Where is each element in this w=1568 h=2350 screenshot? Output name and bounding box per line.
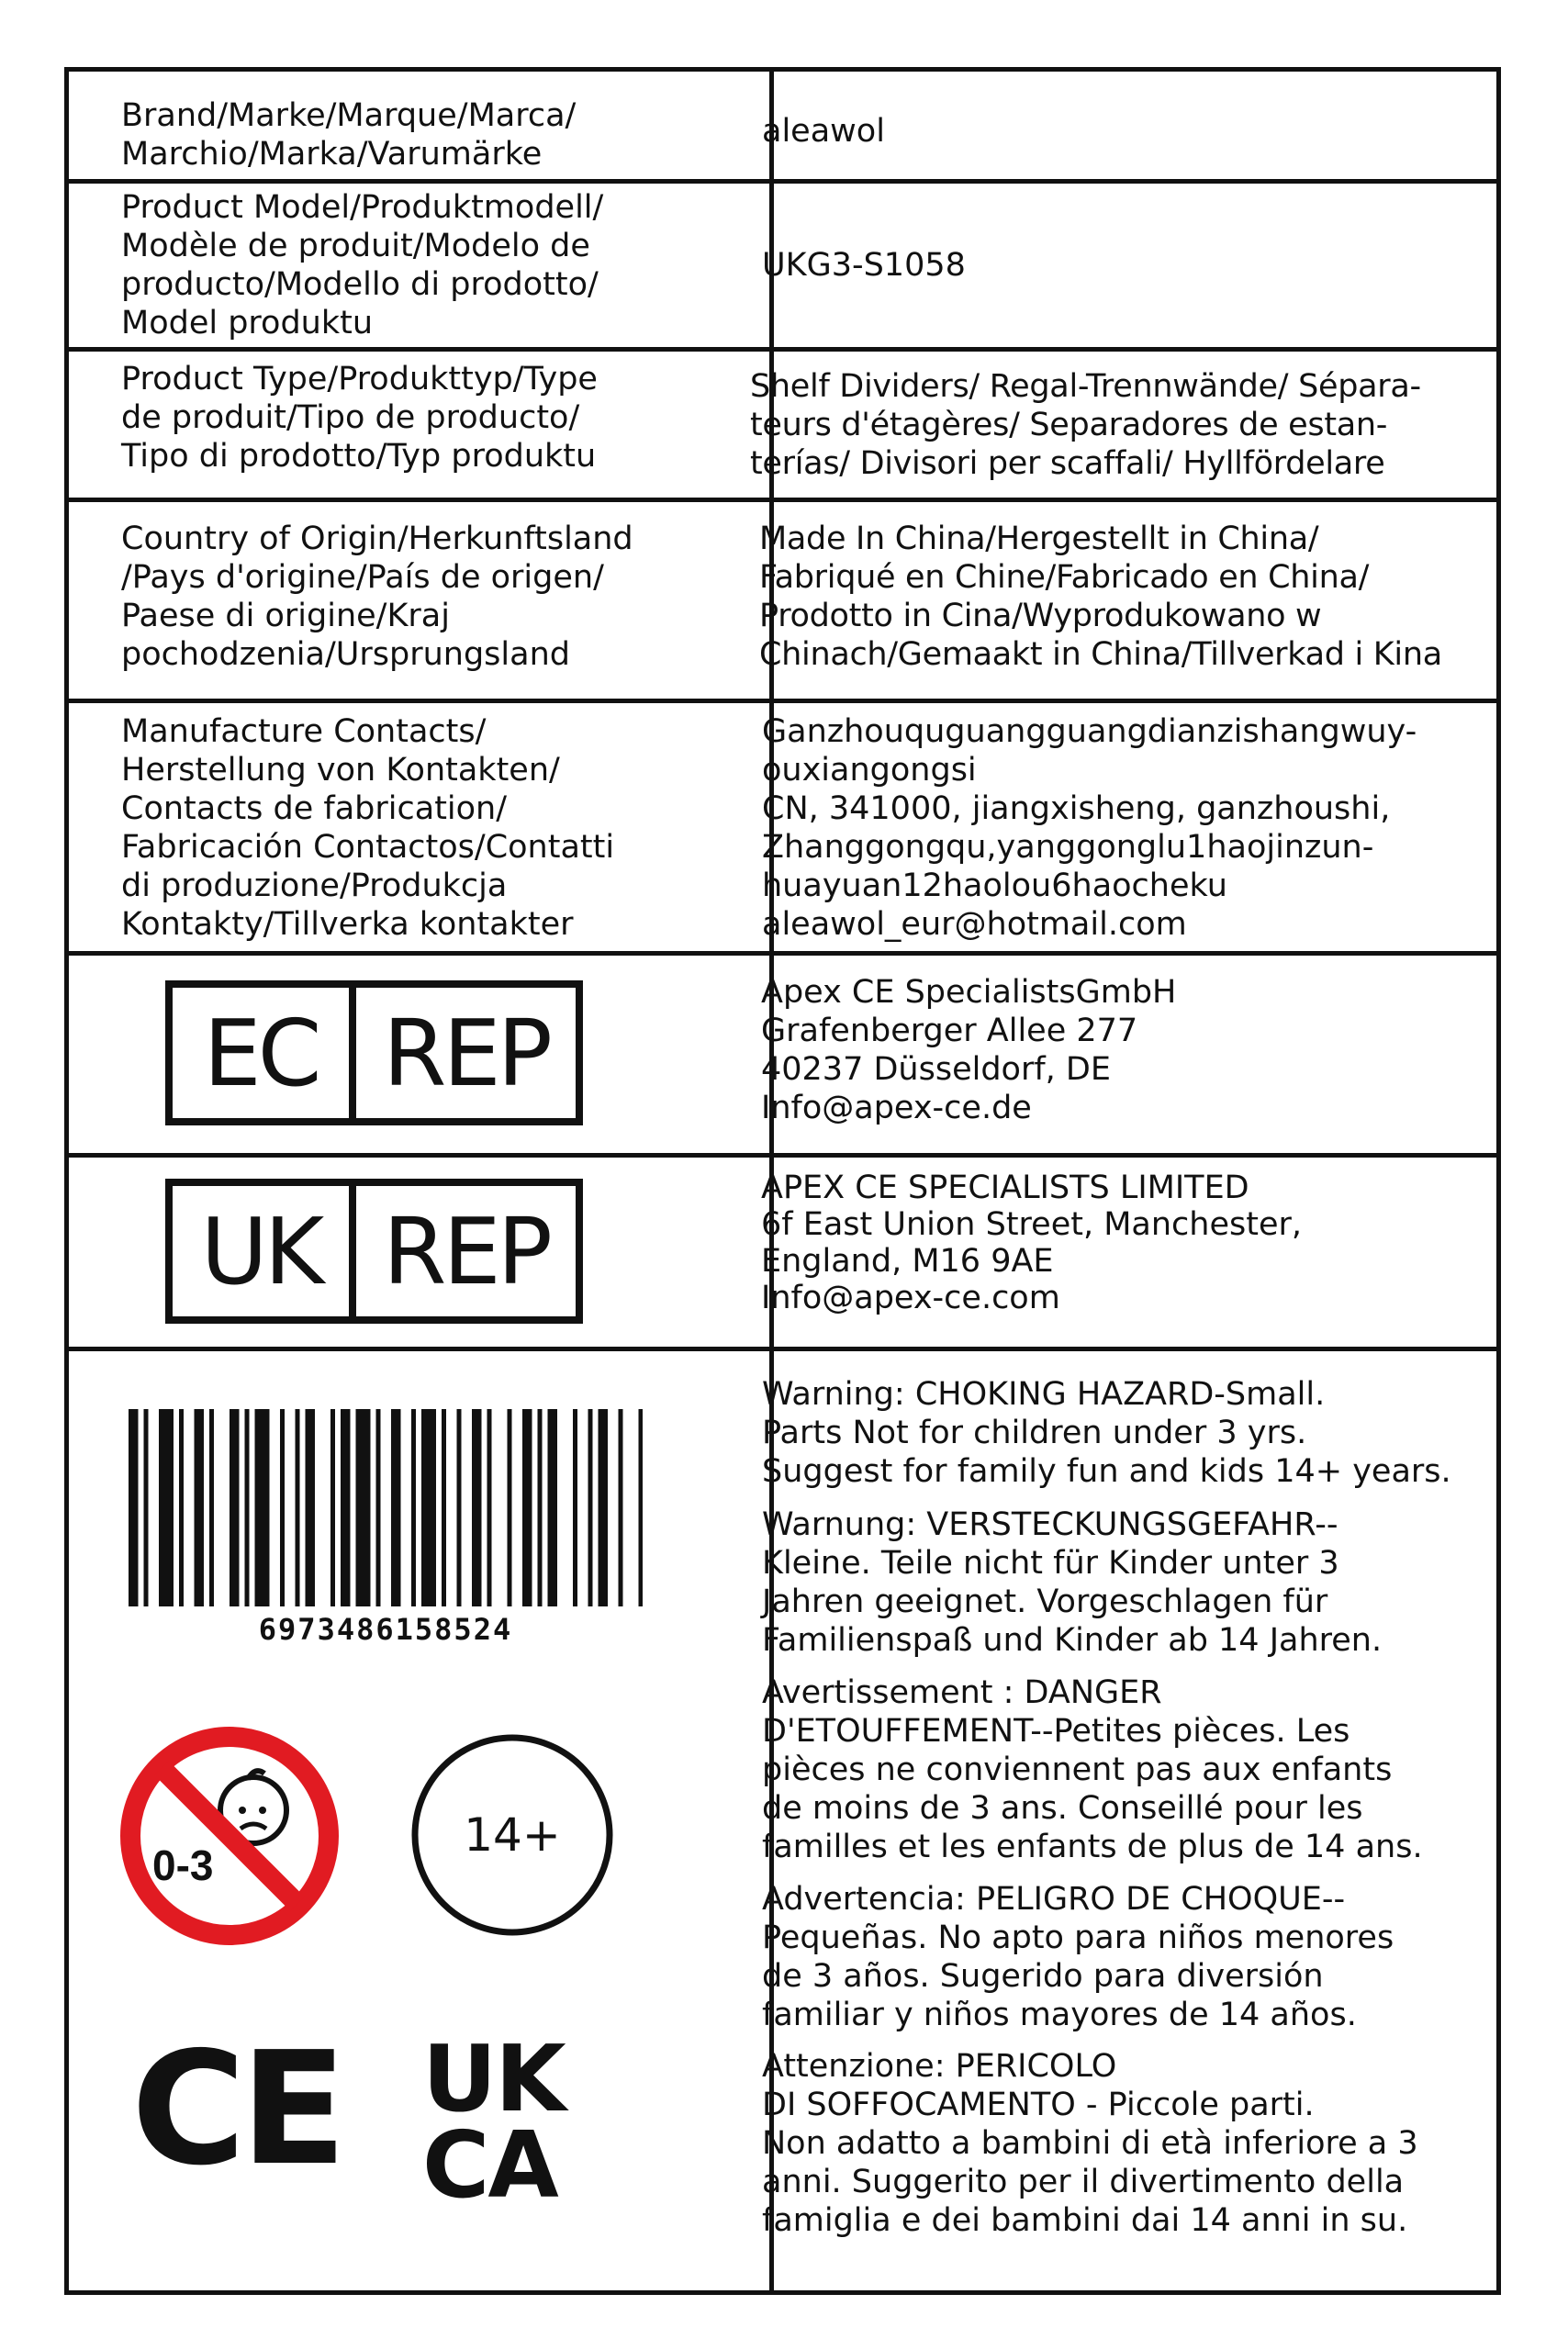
warning-it: Attenzione: PERICOLO DI SOFFOCAMENTO - Piccole parti. Non adatto a bambini di età inferiore a 3 anni. Suggerito per il divertimento della famiglia e dei bambini dai 14 anni in su.: [762, 2048, 1418, 2239]
ec-rep-address: Apex CE SpecialistsGmbH Grafenberger Allee 277 40237 Düsseldorf, DE Info@apex-ce.de: [761, 974, 1177, 1126]
barcode-bar: [472, 1409, 482, 1606]
barcode-bar: [356, 1409, 371, 1606]
barcode-bar: [487, 1409, 492, 1606]
barcode-bar: [330, 1409, 335, 1606]
barcode-bar: [306, 1409, 316, 1606]
brand-value: aleawol: [762, 113, 885, 150]
uk-rep-mark-right: REP: [383, 1197, 549, 1305]
barcode-bar: [296, 1409, 300, 1606]
ukca-mark-bottom: CA: [422, 2111, 557, 2219]
manufacture-contacts-value: Ganzhouquguangguangdianzishangwuy- ouxiangongsi CN, 341000, jiangxisheng, ganzhoushi, Zhanggongqu,yanggonglu1haojinzun- huayuan12haolou6haocheku aleawol_eur@hotmail.com: [762, 713, 1417, 943]
barcode-bar: [442, 1409, 446, 1606]
ec-rep-mark-left: EC: [173, 988, 356, 1118]
age-14-plus-badge: [407, 1729, 618, 1941]
age-14-plus-label: 14+: [464, 1808, 561, 1862]
row-divider: [69, 951, 1496, 956]
row-divider: [69, 1347, 1496, 1351]
brand-label: Brand/Marke/Marque/Marca/ Marchio/Marka/Varumärke: [121, 97, 577, 173]
barcode: [129, 1409, 643, 1629]
warning-es: Advertencia: PELIGRO DE CHOQUE-- Pequeñas. No apto para niños menores de 3 años. Sugerido para diversión familiar y niños mayores de 14 años.: [762, 1881, 1394, 2033]
barcode-bar: [522, 1409, 532, 1606]
product-type-value: Shelf Dividers/ Regal-Trennwände/ Sépara- teurs d'étagères/ Separadores de estan- terías/ Divisori per scaffali/ Hyllfördelare: [750, 368, 1421, 482]
ce-mark: CE: [131, 2019, 342, 2200]
barcode-bar: [457, 1409, 462, 1606]
barcode-bar: [411, 1409, 416, 1606]
barcode-bar: [195, 1409, 205, 1606]
ukca-mark: [422, 2025, 606, 2219]
barcode-bar: [639, 1409, 644, 1606]
ec-rep-mark: [165, 980, 583, 1125]
barcode-bar: [538, 1409, 543, 1606]
barcode-bar: [548, 1409, 558, 1606]
product-type-label: Product Type/Produkttyp/Type de produit/Tipo de producto/ Tipo di prodotto/Typ produktu: [121, 361, 598, 475]
barcode-bar: [421, 1409, 436, 1606]
age-0-3-warning-icon: [119, 1726, 340, 1946]
barcode-bar: [280, 1409, 285, 1606]
barcode-bar: [209, 1409, 214, 1606]
barcode-bar: [599, 1409, 609, 1606]
warning-de: Warnung: VERSTECKUNGSGEFAHR-- Kleine. Teile nicht für Kinder unter 3 Jahren geeignet. Vorgeschlagen für Familienspaß und Kinder ab 14 Jahren.: [762, 1506, 1383, 1659]
barcode-bar: [129, 1409, 139, 1606]
barcode-bar: [588, 1409, 593, 1606]
barcode-bar: [230, 1409, 240, 1606]
uk-rep-mark-left: UK: [173, 1186, 356, 1316]
age-0-3-label: 0-3: [152, 1841, 214, 1889]
country-of-origin-value: Made In China/Hergestellt in China/ Fabriqué en Chine/Fabricado en China/ Prodotto in Cina/Wyprodukowano w Chinach/Gemaakt in China/Tillverkad i Kina: [759, 520, 1442, 673]
barcode-bar: [391, 1409, 401, 1606]
row-divider: [69, 498, 1496, 502]
warning-fr: Avertissement : DANGER D'ETOUFFEMENT--Petites pièces. Les pièces ne conviennent pas aux enfants de moins de 3 ans. Conseillé pour les familles et les enfants de plus de 14 ans.: [762, 1674, 1423, 1865]
barcode-number: 6973486158524: [258, 1612, 513, 1647]
barcode-bar: [159, 1409, 174, 1606]
row-divider: [69, 1153, 1496, 1158]
barcode-bar: [144, 1409, 149, 1606]
barcode-bar: [255, 1409, 270, 1606]
barcode-bar: [376, 1409, 381, 1606]
barcode-bar: [245, 1409, 250, 1606]
product-model-value: UKG3-S1058: [762, 247, 966, 284]
barcode-bar: [179, 1409, 184, 1606]
barcode-bar: [508, 1409, 512, 1606]
barcode-bar: [341, 1409, 351, 1606]
product-label-table: [64, 67, 1501, 2295]
uk-rep-mark: [165, 1179, 583, 1324]
row-divider: [69, 347, 1496, 352]
country-of-origin-label: Country of Origin/Herkunftsland /Pays d'origine/País de origen/ Paese di origine/Kraj pochodzenia/Ursprungsland: [121, 520, 633, 673]
barcode-bar: [619, 1409, 623, 1606]
warning-en: Warning: CHOKING HAZARD-Small. Parts Not for children under 3 yrs. Suggest for family fun and kids 14+ years.: [762, 1376, 1451, 1490]
ec-rep-mark-right: REP: [383, 999, 549, 1107]
row-divider: [69, 179, 1496, 184]
ukca-mark-top: UK: [422, 2025, 565, 2132]
barcode-bar: [573, 1409, 577, 1606]
manufacture-contacts-label: Manufacture Contacts/ Herstellung von Kontakten/ Contacts de fabrication/ Fabricación Contactos/Contatti di produzione/Produkcja Kontakty/Tillverka kontakter: [121, 713, 615, 943]
row-divider: [69, 699, 1496, 703]
product-model-label: Product Model/Produktmodell/ Modèle de produit/Modelo de producto/Modello di prodotto/ Model produktu: [121, 189, 604, 341]
uk-rep-address: APEX CE SPECIALISTS LIMITED 6f East Union Street, Manchester, England, M16 9AE Info@apex-ce.com: [761, 1169, 1303, 1316]
